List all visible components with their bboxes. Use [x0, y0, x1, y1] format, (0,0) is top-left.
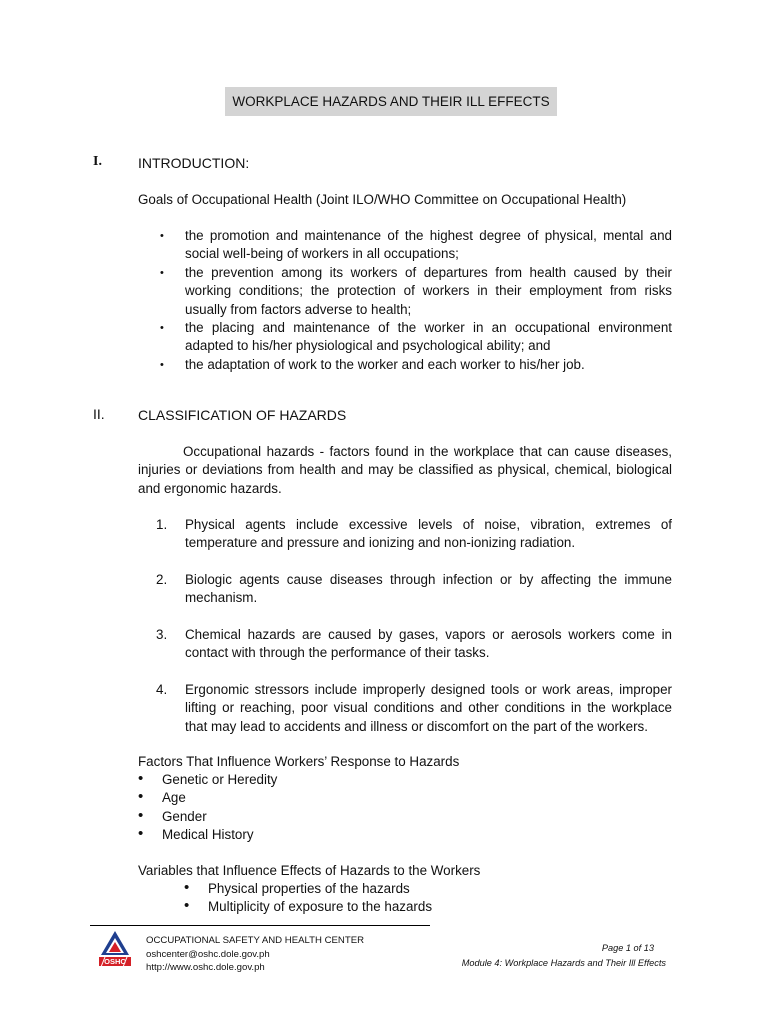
section-2-heading: CLASSIFICATION OF HAZARDS: [138, 407, 347, 423]
document-title: WORKPLACE HAZARDS AND THEIR ILL EFFECTS: [225, 87, 557, 116]
goals-list: [160, 227, 672, 374]
item-number: 1.: [156, 517, 168, 532]
goal-item: • the adaptation of work to the worker and each worker to his/her job.: [185, 356, 672, 374]
item-number: 4.: [156, 682, 168, 697]
factor-item: • Medical History: [138, 824, 254, 842]
bullet-icon: •: [160, 358, 164, 371]
factors-heading: Factors That Influence Workers’ Response to Hazards: [138, 754, 460, 769]
factors-list: [138, 770, 278, 844]
hazard-item: [156, 516, 672, 553]
bullet-icon: •: [160, 230, 164, 242]
goal-item: • the promotion and maintenance of the highest degree of physical, mental and social well-being of workers in all occupations;: [160, 228, 672, 262]
org-email[interactable]: oshcenter@oshc.dole.gov.ph: [146, 948, 270, 960]
footer-divider: [90, 925, 430, 926]
bullet-icon: •: [138, 770, 144, 787]
factor-item: • Gender: [138, 806, 207, 824]
goal-item: • the placing and maintenance of the worker in an occupational environment adapted to his/her physiological and psychological ability; and: [160, 320, 672, 354]
hazard-item: [156, 626, 672, 663]
variables-list: [184, 879, 433, 917]
section-1-heading: INTRODUCTION:: [138, 155, 250, 171]
oshc-logo: [93, 930, 137, 968]
hazards-intro: Occupational hazards - factors found in the workplace that can cause diseases, injuries or deviations from health and may be classified as physical, chemical, biological and ergonomic hazards.: [138, 444, 672, 496]
goals-heading: Goals of Occupational Health (Joint ILO/WHO Committee on Occupational Health): [138, 192, 627, 207]
variables-heading: Variables that Influence Effects of Hazards to the Workers: [138, 863, 481, 878]
bullet-icon: •: [138, 788, 144, 806]
factor-item: • Age: [138, 788, 186, 806]
org-name: OCCUPATIONAL SAFETY AND HEALTH CENTER: [146, 935, 365, 946]
item-text: Ergonomic stressors include improperly designed tools or work areas, improper lifting or reaching, poor visual conditions and other conditions in the workplace that may lead to accidents and illness or discomfort on the part of the workers.: [185, 682, 672, 734]
page-number: Page 1 of 13: [601, 943, 654, 953]
bullet-icon: •: [184, 879, 190, 896]
bullet-icon: •: [138, 824, 144, 842]
bullet-icon: •: [138, 806, 144, 824]
item-text: Physical agents include excessive levels of noise, vibration, extremes of temperature and pressure and ionizing and non-ionizing radiation.: [185, 517, 672, 551]
hazard-item: [156, 681, 672, 736]
section-2-number: II.: [93, 406, 105, 422]
item-text: Chemical hazards are caused by gases, vapors or aerosols workers come in contact with through the performance of their tasks.: [185, 627, 672, 661]
item-number: 3.: [156, 627, 168, 642]
item-number: 2.: [156, 572, 168, 587]
variable-item: • Physical properties of the hazards: [184, 879, 410, 896]
oshc-logo-icon: [93, 930, 137, 968]
module-label: Module 4: Workplace Hazards and Their Ill Effects: [461, 958, 666, 968]
bullet-icon: •: [160, 322, 164, 335]
item-text: Biologic agents cause diseases through infection or by affecting the immune mechanism.: [185, 572, 672, 606]
goal-item: • the prevention among its workers of departures from health caused by their working conditions; the protection of workers in their employment from risks usually from factors adverse to health;: [160, 264, 672, 317]
logo-text: OSHC: [104, 957, 126, 967]
bullet-icon: •: [160, 266, 164, 279]
bullet-icon: •: [184, 897, 190, 915]
hazard-item: [156, 571, 672, 608]
footer-contact: [146, 934, 364, 975]
variable-item: • Multiplicity of exposure to the hazards: [184, 897, 433, 915]
org-website[interactable]: http://www.oshc.dole.gov.ph: [146, 962, 265, 973]
factor-item: • Genetic or Heredity: [138, 770, 278, 787]
section-1-number: I.: [93, 154, 102, 169]
